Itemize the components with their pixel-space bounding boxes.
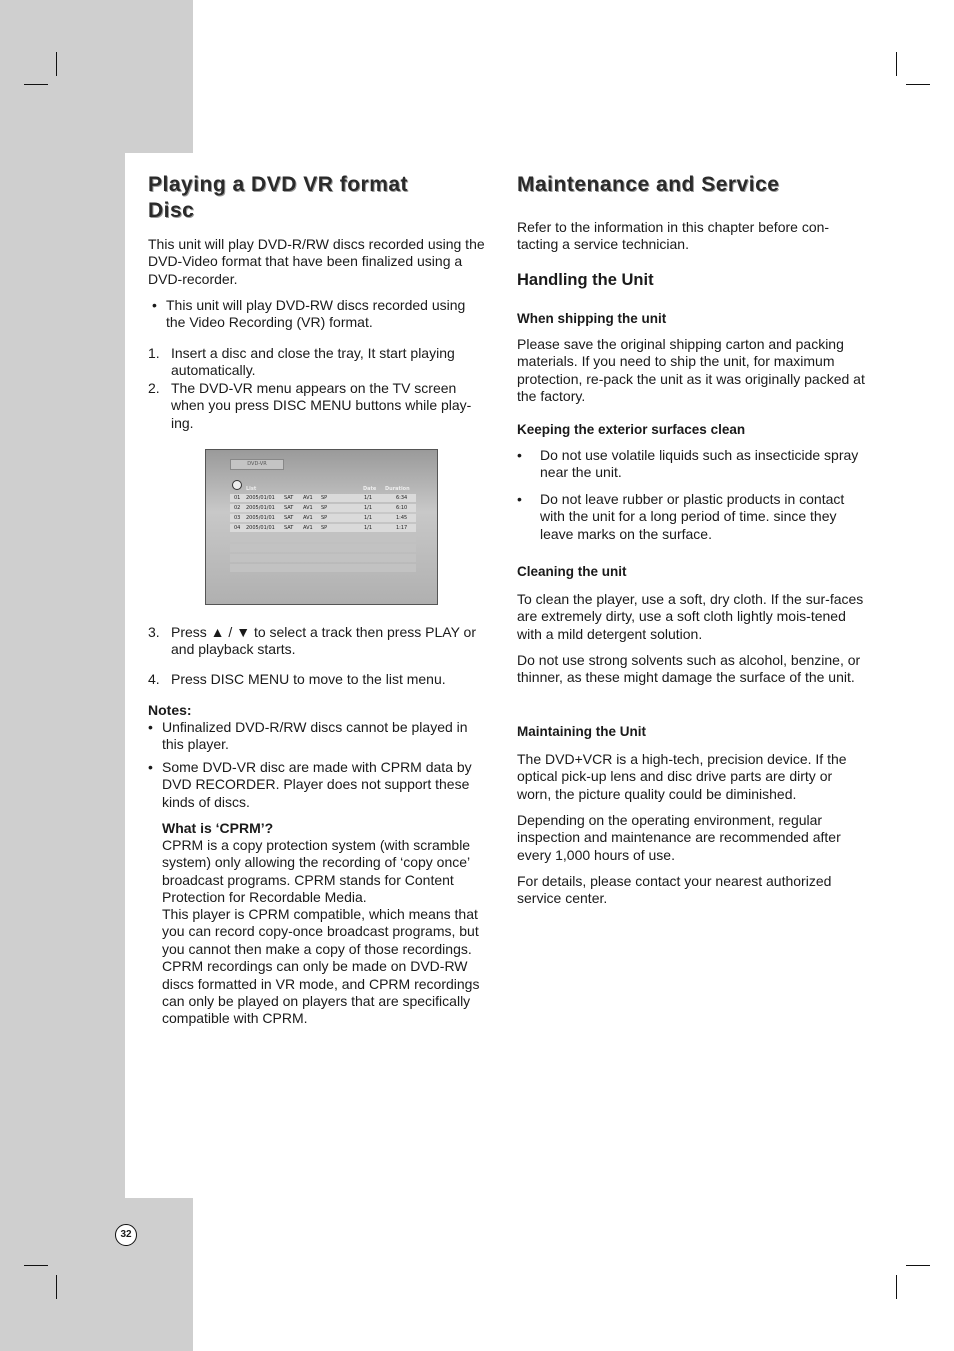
crop-mark: [56, 52, 57, 76]
margin-band-top: [0, 0, 193, 153]
title-line: Playing a DVD VR format: [148, 173, 409, 196]
title-line: Disc: [148, 199, 195, 222]
margin-band-bottom: [0, 1198, 193, 1351]
note-text: Unfinalized DVD-R/RW discs cannot be played in this player.: [162, 719, 468, 753]
cprm-paragraph-2: This player is CPRM compatible, which means that you can record copy-once broadcast programs, but you cannot then make a copy of those recordings. CPRM recordings can only be made on DVD-RW discs formatted in VR mode, and CPRM recordings can only be played on players that are specifically compatible with CPRM.: [162, 906, 480, 1027]
screen-empty-row: [230, 544, 416, 552]
screen-row: [230, 494, 415, 502]
cleaning-heading: Cleaning the unit: [517, 564, 627, 579]
screen-row: [230, 524, 415, 532]
row-date: 2005/01/01: [246, 525, 275, 531]
row-date: 2005/01/01: [246, 495, 275, 501]
row-no: 03: [234, 515, 241, 521]
step-text: Insert a disc and close the tray, It start playing automatically.: [171, 345, 455, 379]
screen-header-row: [230, 485, 415, 493]
maintenance-intro: Refer to the information in this chapter before con-tacting a service technician.: [517, 219, 830, 253]
crop-mark: [56, 1275, 57, 1299]
exterior-item: [517, 491, 862, 543]
shipping-heading: When shipping the unit: [517, 311, 667, 326]
bullet-marker: •: [517, 447, 522, 463]
shipping-paragraph: Please save the original shipping carton and packing materials. If you need to ship the unit, for maximum protection, re-pack the unit as it was originally packed at the factory.: [517, 336, 865, 405]
screen-empty-row: [230, 554, 416, 562]
screen-row: [230, 504, 415, 512]
row-src: AV1: [303, 495, 313, 501]
screen-row: [230, 514, 415, 522]
row-page: 1/1: [364, 525, 373, 531]
notes-label: Notes:: [148, 702, 192, 718]
cleaning-paragraph-2: Do not use strong solvents such as alcohol, benzine, or thinner, as these might damage the surface of the unit.: [517, 652, 861, 686]
step-item: [148, 624, 488, 659]
step-number: 1.: [148, 345, 160, 361]
crop-mark: [24, 84, 48, 85]
step-text: Press ▲ / ▼ to select a track then press PLAY or and playback starts.: [171, 624, 476, 658]
bullet-marker: •: [148, 719, 153, 735]
step-item: [148, 345, 488, 380]
row-src: AV1: [303, 515, 313, 521]
row-day: SAT: [284, 495, 294, 501]
maintaining-paragraph: The DVD+VCR is a high-tech, precision device. If the optical pick-up lens and disc drive parts are dirty or worn, the picture quality could be diminished.: [517, 751, 847, 802]
intro-paragraph: This unit will play DVD-R/RW discs recorded using the DVD-Video format that have been finalized using a DVD-recorder.: [148, 236, 485, 287]
section-title-dvd-vr: [148, 172, 493, 224]
row-date: 2005/01/01: [246, 515, 275, 521]
crop-mark: [24, 1265, 48, 1266]
row-duration: 6:34: [396, 495, 408, 501]
row-mode: SP: [321, 515, 328, 521]
maintaining-paragraph-2: Depending on the operating environment, regular inspection and maintenance are recommended after every 1,000 hours of use.: [517, 812, 841, 863]
row-no: 01: [234, 495, 241, 501]
screen-empty-row: [230, 534, 416, 542]
step-number: 3.: [148, 624, 160, 640]
bullet-item: [152, 297, 487, 332]
header-date: Date: [363, 486, 377, 492]
page-number: 32: [115, 1224, 137, 1246]
row-duration: 1:45: [396, 515, 408, 521]
step-item: [148, 671, 488, 688]
exterior-text: Do not use volatile liquids such as insecticide spray near the unit.: [540, 447, 859, 481]
note-item: [148, 759, 493, 811]
step-text: The DVD-VR menu appears on the TV screen when you press DISC MENU buttons while play-ing.: [171, 380, 472, 431]
exterior-heading: Keeping the exterior surfaces clean: [517, 422, 746, 437]
row-day: SAT: [284, 525, 294, 531]
row-day: SAT: [284, 515, 294, 521]
screen-empty-row: [230, 564, 416, 572]
row-src: AV1: [303, 505, 313, 511]
row-page: 1/1: [364, 505, 373, 511]
row-duration: 1:17: [396, 525, 408, 531]
row-mode: SP: [321, 525, 328, 531]
note-text: Some DVD-VR disc are made with CPRM data by DVD RECORDER. Player does not support these kinds of discs.: [162, 759, 472, 810]
crop-mark: [896, 1275, 897, 1299]
cprm-heading: What is ‘CPRM’?: [162, 820, 274, 836]
note-item: [148, 719, 488, 754]
maintaining-paragraph-3: For details, please contact your nearest authorized service center.: [517, 873, 832, 907]
row-src: AV1: [303, 525, 313, 531]
cprm-paragraph: CPRM is a copy protection system (with scramble system) only allowing the recording of ‘copy once’ broadcast programs. CPRM stands for Content Protection for Recordable Media.: [162, 837, 471, 906]
bullet-marker: •: [517, 491, 522, 507]
bullet-text: This unit will play DVD-RW discs recorded using the Video Recording (VR) format.: [166, 297, 466, 331]
dvd-vr-menu-screenshot: [205, 449, 438, 605]
bullet-marker: •: [152, 297, 157, 313]
screen-tab: DVD-VR: [230, 459, 284, 470]
handling-heading: Handling the Unit: [517, 271, 654, 289]
maintaining-heading: Maintaining the Unit: [517, 724, 646, 739]
row-page: 1/1: [364, 495, 373, 501]
bullet-marker: •: [148, 759, 153, 775]
step-number: 2.: [148, 380, 160, 396]
row-date: 2005/01/01: [246, 505, 275, 511]
header-duration: Duration: [385, 486, 410, 492]
row-no: 02: [234, 505, 241, 511]
step-item: [148, 380, 488, 432]
row-page: 1/1: [364, 515, 373, 521]
row-no: 04: [234, 525, 241, 531]
step-number: 4.: [148, 671, 160, 687]
exterior-item: [517, 447, 862, 482]
row-duration: 6:10: [396, 505, 408, 511]
margin-band-left: [0, 153, 125, 1198]
step-text: Press DISC MENU to move to the list menu.: [171, 671, 446, 687]
crop-mark: [906, 84, 930, 85]
row-mode: SP: [321, 505, 328, 511]
crop-mark: [906, 1265, 930, 1266]
row-mode: SP: [321, 495, 328, 501]
cleaning-paragraph: To clean the player, use a soft, dry cloth. If the sur-faces are extremely dirty, use a soft cloth lightly mois-tened with a mild detergent solution.: [517, 591, 864, 642]
row-day: SAT: [284, 505, 294, 511]
section-title-maintenance: Maintenance and Service: [517, 173, 780, 196]
header-list: List: [246, 486, 257, 492]
crop-mark: [896, 52, 897, 76]
exterior-text: Do not leave rubber or plastic products in contact with the unit for a long period of time. since they leave marks on the surface.: [540, 491, 845, 542]
